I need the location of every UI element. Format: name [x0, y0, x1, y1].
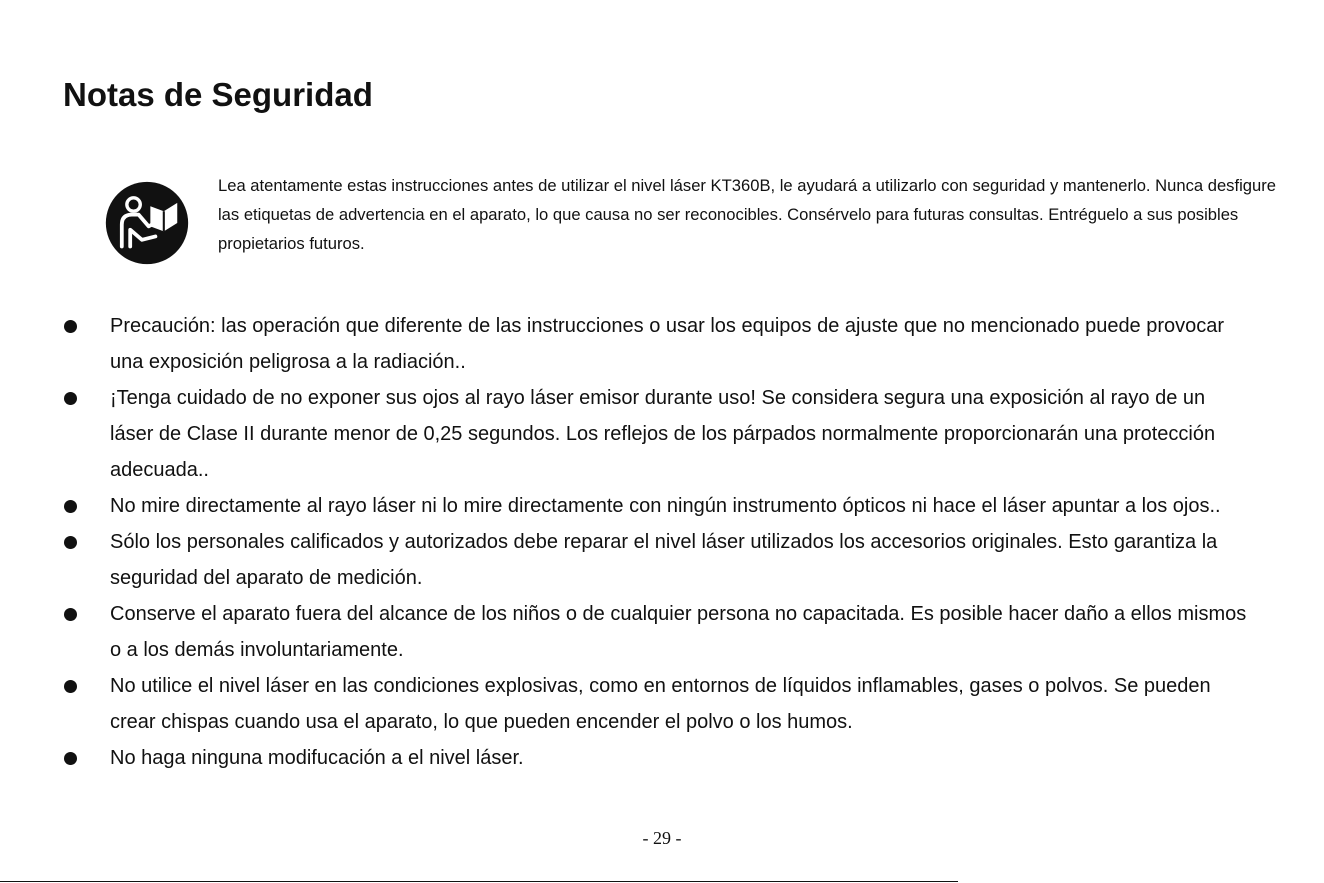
list-item-text: Sólo los personales calificados y autorizados debe reparar el nivel láser utilizados los accesorios originales. Esto garantiza la seguridad del aparato de medición.: [110, 531, 1218, 589]
page-title: Notas de Seguridad: [63, 76, 373, 113]
bullet-icon: [64, 320, 77, 333]
safety-list: [0, 308, 1324, 776]
footer-divider: [0, 881, 958, 882]
list-item: [0, 488, 1250, 524]
list-item-text: No utilice el nivel láser en las condiciones explosivas, como en entornos de líquidos inflamables, gases o polvos. Se pueden crear chispas cuando usa el aparato, lo que pueden encender el polvo o los humos.: [110, 675, 1211, 733]
list-item: [0, 308, 1250, 380]
page-number: - 29 -: [642, 828, 682, 848]
list-item-text: No mire directamente al rayo láser ni lo mire directamente con ningún instrumento ópticos ni hace el láser apuntar a los ojos..: [110, 495, 1221, 517]
bullet-icon: [64, 752, 77, 765]
list-item-text: ¡Tenga cuidado de no exponer sus ojos al rayo láser emisor durante uso! Se considera segura una exposición al rayo de un láser de Clase II durante menor de 0,25 segundos. Los reflejos de los párpados normalmente proporcionarán una protección adecuada..: [110, 387, 1216, 481]
list-item: [0, 596, 1250, 668]
list-item: [0, 740, 1250, 776]
list-item-text: Precaución: las operación que diferente de las instrucciones o usar los equipos de ajuste que no mencionado puede provocar una exposición peligrosa a la radiación..: [110, 315, 1225, 373]
bullet-icon: [64, 680, 77, 693]
bullet-icon: [64, 536, 77, 549]
read-manual-icon: [105, 181, 189, 265]
list-item: [0, 524, 1250, 596]
list-item-text: Conserve el aparato fuera del alcance de los niños o de cualquier persona no capacitada. Es posible hacer daño a ellos mismos o a los demás involuntariamente.: [110, 603, 1247, 661]
list-item: [0, 380, 1250, 488]
bullet-icon: [64, 392, 77, 405]
bullet-icon: [64, 500, 77, 513]
intro-paragraph: Lea atentamente estas instrucciones antes de utilizar el nivel láser KT360B, le ayudará a utilizarlo con seguridad y mantenerlo. Nunca desfigure las etiquetas de advertencia en el aparato, lo que causa no ser reconocibles. Consérvelo para futuras consultas. Entréguelo a sus posibles propietarios futuros.: [218, 176, 1276, 253]
list-item: [0, 668, 1250, 740]
bullet-icon: [64, 608, 77, 621]
list-item-text: No haga ninguna modifucación a el nivel láser.: [110, 747, 524, 769]
